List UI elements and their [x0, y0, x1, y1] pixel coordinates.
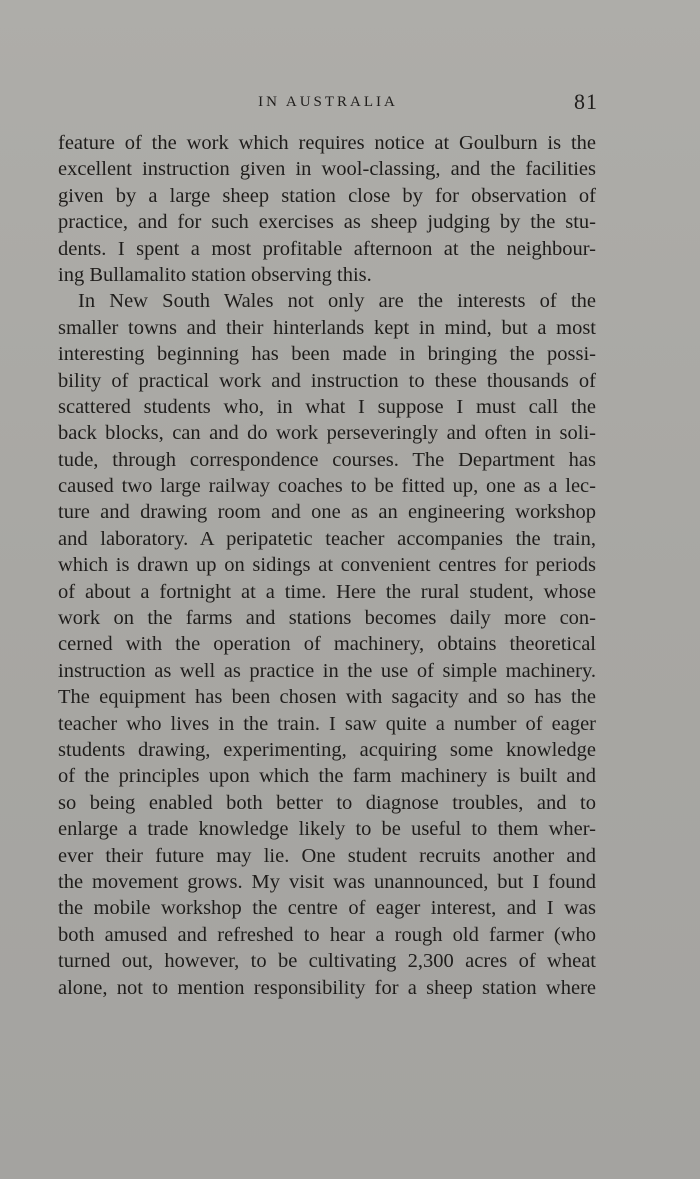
text-line: scattered students who, in what I suppose I must call the	[58, 395, 596, 418]
text-line: cerned with the operation of machinery, obtains theoretical	[58, 633, 596, 656]
text-line: excellent instruction given in wool-classing, and the facilities	[58, 158, 596, 181]
text-line: students drawing, experimenting, acquiring some knowledge	[58, 738, 596, 761]
text-line: given by a large sheep station close by for observation of	[58, 184, 596, 207]
text-line: tude, through correspondence courses. The Department has	[58, 448, 596, 471]
text-line: of the principles upon which the farm machinery is built and	[58, 765, 596, 788]
text-line: In New South Wales not only are the interests of the	[78, 290, 596, 313]
running-title: IN AUSTRALIA	[258, 94, 398, 110]
text-line: enlarge a trade knowledge likely to be useful to them wher-	[58, 818, 596, 841]
running-header	[58, 89, 598, 116]
text-line: work on the farms and stations becomes daily more con-	[58, 607, 596, 630]
text-line: dents. I spent a most profitable afternoon at the neighbour-	[58, 237, 596, 260]
text-line: instruction as well as practice in the use of simple machinery.	[58, 659, 596, 682]
text-line: feature of the work which requires notice at Goulburn is the	[58, 132, 596, 154]
text-line: practice, and for such exercises as sheep judging by the stu-	[58, 211, 596, 234]
text-line: which is drawn up on sidings at convenient centres for periods	[58, 554, 596, 577]
text-line: of about a fortnight at a time. Here the rural student, whose	[58, 580, 596, 603]
text-line: ing Bullamalito station observing this.	[58, 263, 372, 286]
text-line: The equipment has been chosen with sagacity and so has the	[58, 686, 596, 709]
text-line: the movement grows. My visit was unannounced, but I found	[58, 870, 596, 893]
text-line: caused two large railway coaches to be fitted up, one as a lec-	[58, 475, 596, 498]
text-line: and laboratory. A peripatetic teacher accompanies the train,	[58, 527, 596, 550]
text-line: interesting beginning has been made in bringing the possi-	[58, 343, 596, 366]
text-line: ture and drawing room and one as an engineering workshop	[58, 501, 596, 524]
text-line: bility of practical work and instruction to these thousands of	[58, 369, 596, 392]
text-line: the mobile workshop the centre of eager interest, and I was	[58, 897, 596, 920]
text-line: smaller towns and their hinterlands kept in mind, but a most	[58, 316, 596, 339]
text-line: so being enabled both better to diagnose troubles, and to	[58, 791, 596, 814]
page-number: 81	[574, 89, 598, 114]
text-line: ever their future may lie. One student recruits another and	[58, 844, 596, 867]
text-line: alone, not to mention responsibility for a sheep station where	[58, 976, 596, 999]
text-line: back blocks, can and do work perseveringly and often in soli-	[58, 422, 596, 445]
text-line: turned out, however, to be cultivating 2,300 acres of wheat	[58, 950, 596, 973]
text-line: teacher who lives in the train. I saw quite a number of eager	[58, 712, 596, 735]
text-line: both amused and refreshed to hear a rough old farmer (who	[58, 923, 596, 946]
body-text	[58, 130, 596, 1001]
